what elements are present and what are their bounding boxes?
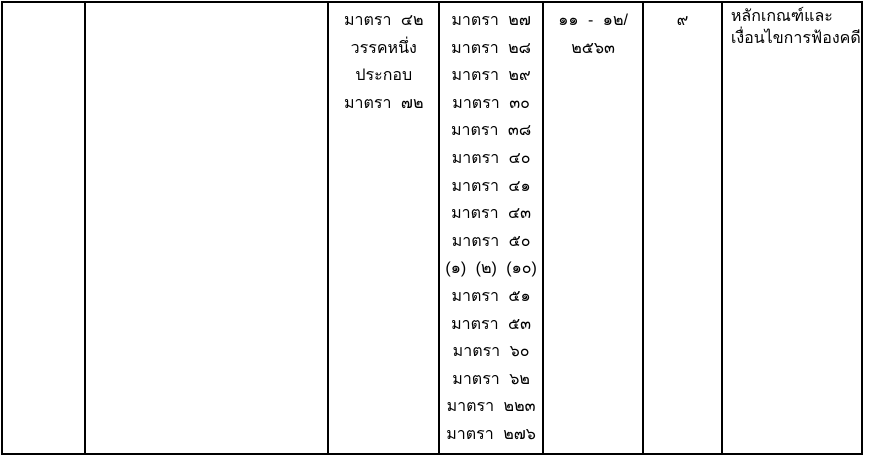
provision-line: มาตรา ๔๒ [343, 12, 424, 29]
provision-line: วรรคหนึ่ง [350, 39, 417, 57]
issue-line: ๒๕๖๓ [571, 39, 615, 57]
table-column-count [644, 3, 723, 453]
section-line: มาตรา ๒๙ [451, 67, 531, 85]
topic-line: เงื่อนไขการฟ้องคดี [730, 30, 861, 47]
section-line: มาตรา ๓๐ [452, 94, 530, 112]
table-column-empty-1 [3, 3, 86, 453]
issue-line: ๑๑ - ๑๒/ [558, 12, 628, 29]
section-line: มาตรา ๓๘ [450, 122, 532, 140]
provision-line: มาตรา ๗๒ [343, 94, 424, 112]
section-line: มาตรา ๕๐ [451, 232, 531, 250]
table-column-sections [440, 3, 544, 453]
topic-line: หลักเกณฑ์และ [730, 8, 833, 25]
section-line: มาตรา ๔๑ [451, 177, 531, 195]
section-line: มาตรา ๕๑ [451, 287, 531, 305]
section-line: (๑) (๒) (๑๐) [445, 260, 537, 278]
table-column-empty-2 [86, 3, 330, 453]
section-line: มาตรา ๖๐ [452, 343, 530, 361]
section-line: มาตรา ๔๐ [451, 149, 531, 167]
section-line: มาตรา ๒๗๖ [446, 425, 536, 443]
provision-line: ประกอบ [355, 67, 413, 85]
section-line: มาตรา ๒๘ [451, 39, 532, 57]
table-column-topic [723, 3, 861, 453]
section-line: มาตรา ๒๗ [451, 12, 531, 29]
section-line: มาตรา ๕๓ [451, 315, 532, 333]
section-line: มาตรา ๒๒๓ [446, 398, 536, 416]
section-line: มาตรา ๖๒ [452, 370, 530, 388]
section-line: มาตรา ๔๓ [451, 205, 532, 223]
count-value: ๙ [676, 12, 689, 29]
table-column-provision [329, 3, 440, 453]
table-column-issue-number [544, 3, 644, 453]
law-table-row [1, 1, 863, 455]
